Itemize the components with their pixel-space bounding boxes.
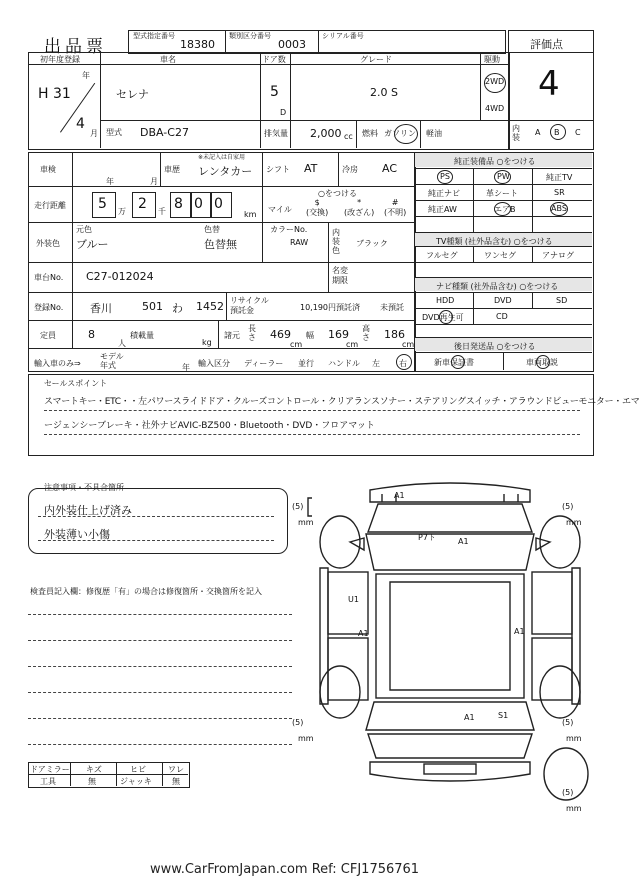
tread-front-right: (5) bbox=[562, 502, 574, 511]
tv-oneseg: ワンセグ bbox=[484, 251, 516, 260]
mile-label: マイル bbox=[268, 205, 292, 214]
mark-hood-a1: A1 bbox=[458, 537, 469, 546]
mileage-label: 走行距離 bbox=[34, 201, 66, 210]
navi-sd: SD bbox=[556, 296, 568, 305]
color-change-label: 色替 bbox=[204, 225, 220, 234]
capacity-unit: 人 bbox=[118, 339, 126, 348]
equip-ps: PS bbox=[440, 172, 450, 181]
name-change-label: 名変期限 bbox=[332, 266, 348, 285]
equip-airbag: エアB bbox=[494, 205, 516, 214]
interior-color-label: 内装色 bbox=[332, 228, 340, 255]
door-suffix: D bbox=[280, 108, 287, 117]
height-value: 186 bbox=[384, 328, 405, 341]
ac-value: AC bbox=[382, 162, 398, 175]
missing-h4: ワレ bbox=[168, 765, 184, 774]
notes-title: 注意事項・不具合箇所 bbox=[44, 483, 124, 492]
mileage-sen: 千 bbox=[158, 207, 166, 216]
sales-line-2: ージェンシーブレーキ・社外ナビAVIC-BZ500・Bluetooth・DVD・フロアマット bbox=[44, 421, 375, 431]
year-unit: 年 bbox=[82, 71, 90, 80]
docs-manual: 車両取説 bbox=[526, 358, 558, 367]
shaken-year: 年 bbox=[106, 177, 114, 186]
model-year-unit: 年 bbox=[182, 363, 190, 372]
capacity-value: 8 bbox=[88, 328, 95, 341]
reg-label: 登録No. bbox=[34, 303, 64, 312]
footer-watermark: www.CarFromJapan.com Ref: CFJ1756761 bbox=[150, 862, 420, 877]
tread-rear-right: (5) bbox=[562, 718, 574, 727]
mark-right-door: A1 bbox=[514, 627, 525, 636]
grade-label: グレード bbox=[360, 55, 392, 64]
tread-spare: (5) bbox=[562, 788, 574, 797]
reg-class: 501 bbox=[142, 300, 163, 313]
equip-navi: 純正ナビ bbox=[428, 189, 460, 198]
first-reg-year: H 31 bbox=[38, 86, 71, 102]
interior-c: C bbox=[575, 128, 581, 137]
sheet-title: 出品票 bbox=[44, 37, 107, 57]
missing-jack: ジャッキ bbox=[120, 777, 152, 786]
reg-number: 1452 bbox=[196, 300, 224, 313]
tamper-label: * (改ざん) bbox=[344, 198, 375, 217]
mileage-digit-4: 0 bbox=[194, 196, 203, 212]
category-label: 類別区分番号 bbox=[229, 32, 271, 40]
missing-h2: キズ bbox=[86, 765, 102, 774]
mileage-digit-2: 2 bbox=[138, 196, 147, 212]
tv-fullseg: フルセグ bbox=[426, 251, 458, 260]
doors-value: 5 bbox=[270, 84, 279, 100]
score-label: 評価点 bbox=[530, 38, 563, 51]
dimensions-label: 諸元 bbox=[224, 331, 240, 340]
km-unit: km bbox=[244, 210, 257, 219]
dealer-option: ディーラー bbox=[244, 359, 284, 368]
mark-hood: P7ト bbox=[418, 533, 436, 542]
shift-value: AT bbox=[304, 162, 318, 175]
mark-left-rear-door: A1 bbox=[358, 629, 369, 638]
navi-dvd-play: DVD再生可 bbox=[422, 313, 464, 322]
sales-points-box bbox=[28, 374, 594, 456]
grade-value: 2.0 S bbox=[370, 86, 398, 99]
width-cm: cm bbox=[346, 340, 359, 349]
cc-unit: cc bbox=[344, 132, 353, 141]
recycle-status: 未預託 bbox=[380, 303, 404, 312]
recycle-label: リサイクル預託金 bbox=[230, 296, 269, 315]
mark-rear-s1: S1 bbox=[498, 711, 509, 720]
navi-cd: CD bbox=[496, 312, 508, 321]
drive-2wd: 2WD bbox=[485, 77, 505, 86]
mark-front-bumper: A1 bbox=[394, 491, 405, 500]
fuel-label: 燃料 bbox=[362, 129, 378, 138]
color-no-label: カラーNo. bbox=[270, 225, 308, 234]
tread-front-left: (5) bbox=[292, 502, 304, 511]
navi-hdd: HDD bbox=[436, 296, 455, 305]
handle-label: ハンドル bbox=[328, 359, 360, 368]
handle-left: 左 bbox=[372, 359, 380, 368]
doors-label: ドア数 bbox=[262, 55, 286, 64]
displacement-label: 排気量 bbox=[264, 129, 288, 138]
oil-label: 軽油 bbox=[426, 129, 442, 138]
tread-rear-right-mm: mm bbox=[566, 734, 582, 743]
notes-line-1: 内外装仕上げ済み bbox=[44, 504, 132, 517]
docs-warranty: 新車保証書 bbox=[434, 358, 474, 367]
import-label: 輸入車のみ⇒ bbox=[34, 359, 81, 368]
drive-label: 駆動 bbox=[484, 55, 500, 64]
category-number: 0003 bbox=[278, 38, 306, 51]
mileage-digit-3: 8 bbox=[174, 196, 183, 212]
orig-color-label: 元色 bbox=[76, 225, 92, 234]
load-label: 積載量 bbox=[130, 331, 154, 340]
equip-sr: SR bbox=[554, 188, 565, 197]
missing-h1: ドアミラー bbox=[30, 765, 70, 774]
equip-tv: 純正TV bbox=[546, 173, 573, 182]
orig-color: ブルー bbox=[76, 238, 109, 251]
height-label: 高さ bbox=[362, 324, 370, 342]
interior-a: A bbox=[535, 128, 541, 137]
notes-box bbox=[28, 488, 288, 554]
docs-title: 後日発送品 ○をつける bbox=[454, 342, 536, 351]
length-value: 469 bbox=[270, 328, 291, 341]
chassis-label: 車台No. bbox=[34, 273, 64, 282]
shift-label: シフト bbox=[266, 165, 290, 174]
inspector-label: 検査員記入欄：修復歴「有」の場合は修復箇所・交換箇所を記入 bbox=[30, 587, 262, 596]
mark-left-front-door: U1 bbox=[348, 595, 359, 604]
drive-4wd: 4WD bbox=[485, 104, 505, 113]
car-damage-diagram bbox=[300, 478, 600, 808]
chassis-number: C27-012024 bbox=[86, 270, 154, 283]
navi-title: ナビ種類 (社外品含む) ○をつける bbox=[436, 282, 559, 291]
import-type-label: 輸入区分 bbox=[198, 359, 230, 368]
mark-rear-bumper: A1 bbox=[464, 713, 475, 722]
model-label: 型式 bbox=[106, 128, 122, 137]
sales-line-1: スマートキー・ETC・・左パワースライドドア・クルーズコントロール・クリアランスソナー・ステアリングスイッチ・アラウンドビューモニター・エマ bbox=[44, 397, 640, 407]
car-name-label: 車名 bbox=[160, 55, 176, 64]
length-label: 長さ bbox=[248, 324, 256, 342]
interior-b: B bbox=[554, 128, 560, 137]
first-reg-label: 初年度登録 bbox=[40, 55, 80, 64]
equip-title: 純正装備品 ○をつける bbox=[454, 157, 536, 166]
ac-label: 冷房 bbox=[342, 165, 358, 174]
color-label: 外装色 bbox=[36, 239, 60, 248]
score-value: 4 bbox=[538, 64, 560, 104]
use-label: 車歴 bbox=[164, 165, 180, 174]
parallel-option: 並行 bbox=[298, 359, 314, 368]
interior-color: ブラック bbox=[356, 239, 388, 248]
displacement-value: 2,000 bbox=[310, 127, 342, 140]
mileage-digit-1: 5 bbox=[98, 196, 107, 212]
width-value: 169 bbox=[328, 328, 349, 341]
tv-analog: アナログ bbox=[542, 251, 574, 260]
kg-unit: kg bbox=[202, 338, 212, 347]
car-name: セレナ bbox=[116, 88, 149, 101]
equip-leather: 革シート bbox=[486, 189, 518, 198]
sales-label: セールスポイント bbox=[44, 379, 108, 388]
reg-prefecture: 香川 bbox=[90, 302, 112, 315]
mark-instruction: ○をつける bbox=[318, 189, 357, 198]
length-cm: cm bbox=[290, 340, 303, 349]
serial-label: シリアル番号 bbox=[322, 32, 364, 40]
tread-rear-left-mm: mm bbox=[298, 734, 314, 743]
color-changed: 色替無 bbox=[204, 238, 237, 251]
width-label: 幅 bbox=[306, 331, 314, 340]
color-no: RAW bbox=[290, 238, 309, 247]
month-unit: 月 bbox=[90, 129, 98, 138]
notes-line-2: 外装薄い小傷 bbox=[44, 528, 110, 541]
shaken-month: 月 bbox=[150, 177, 158, 186]
navi-dvd: DVD bbox=[494, 296, 512, 305]
use-value: レンタカー bbox=[198, 165, 253, 178]
fuel-gasoline: ガソリン bbox=[384, 129, 416, 138]
unknown-label: # (不明) bbox=[384, 198, 407, 217]
reg-kana: わ bbox=[172, 302, 183, 315]
mileage-digit-5: 0 bbox=[214, 196, 223, 212]
capacity-label: 定員 bbox=[40, 331, 56, 340]
missing-tools: 工具 bbox=[40, 777, 56, 786]
interior-label: 内装 bbox=[512, 124, 520, 142]
tread-rear-left: (5) bbox=[292, 718, 304, 727]
tread-front-left-mm: mm bbox=[298, 518, 314, 527]
recycle-value: 10,190円預託済 bbox=[300, 303, 360, 312]
exchange-label: $ (交換) bbox=[306, 198, 329, 217]
handle-right: 右 bbox=[399, 359, 407, 368]
missing-h3: ヒビ bbox=[130, 765, 146, 774]
missing-tools-value: 無 bbox=[88, 777, 96, 786]
shaken-label: 車検 bbox=[40, 165, 56, 174]
model-designation: 18380 bbox=[180, 38, 215, 51]
tread-front-right-mm: mm bbox=[566, 518, 582, 527]
first-reg-month: 4 bbox=[76, 116, 85, 132]
missing-jack-value: 無 bbox=[172, 777, 180, 786]
equip-aw: 純正AW bbox=[428, 205, 457, 214]
model-designation-label: 型式指定番号 bbox=[133, 32, 175, 40]
equip-pw: PW bbox=[497, 172, 510, 181]
equip-abs: ABS bbox=[551, 204, 567, 213]
tv-title: TV種類 (社外品含む) ○をつける bbox=[436, 237, 553, 246]
use-note: ※未記入は自家用 bbox=[198, 154, 246, 161]
height-cm: cm bbox=[402, 340, 415, 349]
model-code: DBA-C27 bbox=[140, 126, 189, 139]
model-year-label: モデル年式 bbox=[100, 352, 124, 370]
tread-spare-mm: mm bbox=[566, 804, 582, 813]
mileage-man: 万 bbox=[118, 207, 126, 216]
